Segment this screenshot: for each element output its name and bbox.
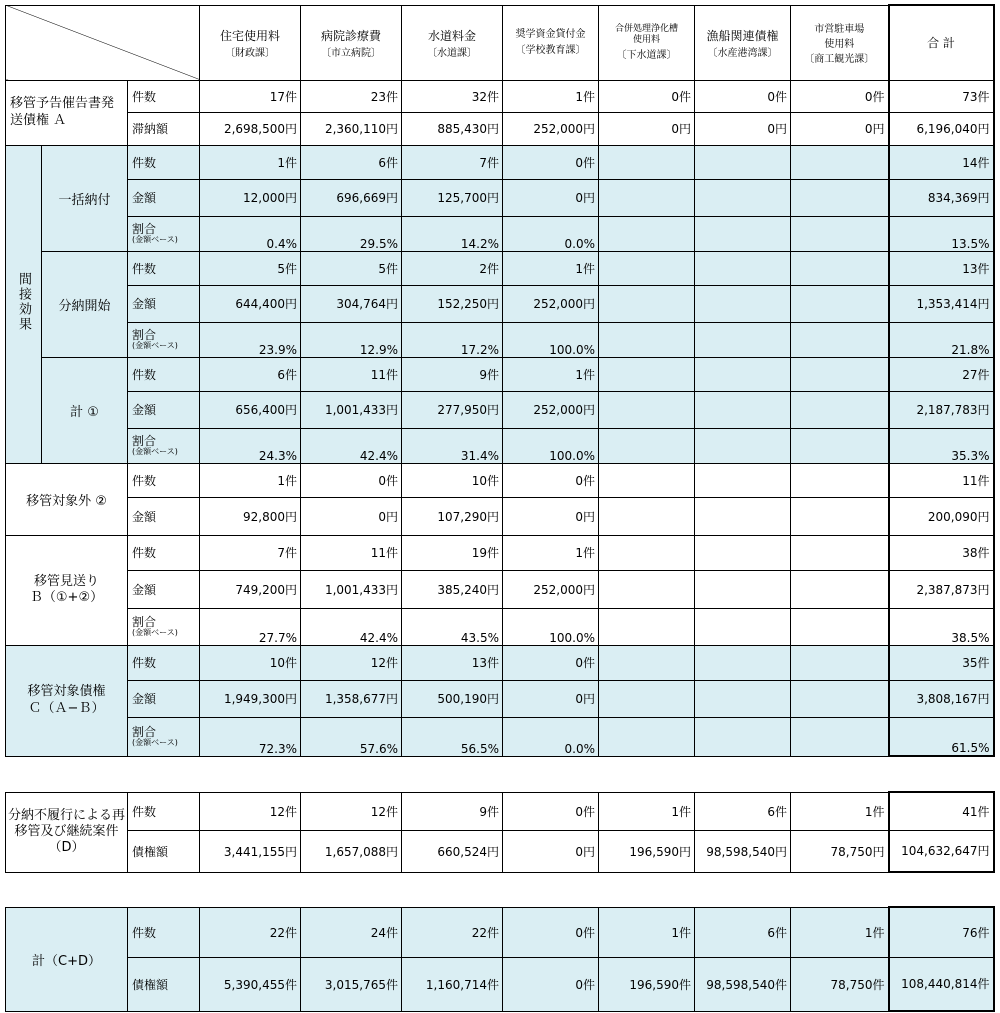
install-title: 分納開始 bbox=[42, 251, 128, 357]
cell-total: 35.3% bbox=[889, 428, 994, 463]
row-label: 債権額 bbox=[128, 830, 200, 872]
cell: 1件 bbox=[200, 463, 301, 497]
cell: 1,160,714件 bbox=[402, 957, 503, 1011]
cell: 12件 bbox=[301, 792, 402, 830]
cell: 385,240円 bbox=[402, 570, 503, 608]
cell-total: 73件 bbox=[889, 80, 994, 112]
total-cd-table bbox=[5, 906, 995, 1012]
cell: 277,950円 bbox=[402, 391, 503, 428]
cell: 0件 bbox=[503, 907, 599, 957]
cell: 9件 bbox=[402, 792, 503, 830]
excluded-title: 移管対象外 ② bbox=[6, 463, 128, 535]
row-label: 件数 bbox=[128, 251, 200, 285]
cell: 1件 bbox=[200, 145, 301, 179]
cell bbox=[791, 608, 889, 645]
cell: 252,000円 bbox=[503, 391, 599, 428]
cell-total: 41件 bbox=[889, 792, 994, 830]
row-label: 金額 bbox=[128, 285, 200, 322]
cell bbox=[695, 428, 791, 463]
cell: 7件 bbox=[200, 535, 301, 570]
cell bbox=[695, 608, 791, 645]
cell: 252,000円 bbox=[503, 285, 599, 322]
cell bbox=[695, 216, 791, 251]
row-label: 件数 bbox=[128, 463, 200, 497]
cell: 10件 bbox=[200, 645, 301, 680]
cell-total: 21.8% bbox=[889, 322, 994, 357]
cell: 5件 bbox=[200, 251, 301, 285]
header-fishing: 漁船関連債権 〔水産港湾課〕 bbox=[695, 5, 791, 80]
cell: 100.0% bbox=[503, 322, 599, 357]
cell bbox=[599, 216, 695, 251]
lump-amount-row bbox=[6, 179, 994, 216]
cell: 42.4% bbox=[301, 608, 402, 645]
cell: 7件 bbox=[402, 145, 503, 179]
row-label: 滞納額 bbox=[128, 112, 200, 145]
cell-total: 6,196,040円 bbox=[889, 112, 994, 145]
cell: 0.4% bbox=[200, 216, 301, 251]
cell: 0円 bbox=[599, 112, 695, 145]
cell-total: 108,440,814件 bbox=[889, 957, 994, 1011]
cell: 1件 bbox=[599, 792, 695, 830]
cell: 152,250円 bbox=[402, 285, 503, 322]
section-a-count-row bbox=[6, 80, 994, 112]
target-amount-row bbox=[6, 680, 994, 717]
cell bbox=[599, 717, 695, 756]
cell bbox=[695, 357, 791, 391]
cell: 23.9% bbox=[200, 322, 301, 357]
cell: 1,657,088円 bbox=[301, 830, 402, 872]
cell bbox=[695, 645, 791, 680]
section-a-title: 移管予告催告書発送債権 Ａ bbox=[6, 80, 128, 145]
cell: 24.3% bbox=[200, 428, 301, 463]
target-title: 移管対象債権 Ｃ（Ａ−Ｂ） bbox=[6, 645, 128, 756]
cell: 1,001,433円 bbox=[301, 570, 402, 608]
cell-total: 2,387,873円 bbox=[889, 570, 994, 608]
cell: 72.3% bbox=[200, 717, 301, 756]
header-housing: 住宅使用料 〔財政課〕 bbox=[200, 5, 301, 80]
cell: 1件 bbox=[791, 792, 889, 830]
row-label-ratio: 割合 (金額ベース) bbox=[128, 322, 200, 357]
cell: 100.0% bbox=[503, 428, 599, 463]
cell: 12.9% bbox=[301, 322, 402, 357]
lump-ratio-row bbox=[6, 216, 994, 251]
header-scholarship: 奨学資金貸付金 〔学校教育課〕 bbox=[503, 5, 599, 80]
cell: 196,590件 bbox=[599, 957, 695, 1011]
cell bbox=[791, 645, 889, 680]
cell bbox=[695, 285, 791, 322]
cell: 0件 bbox=[301, 463, 402, 497]
cell: 660,524円 bbox=[402, 830, 503, 872]
cell bbox=[695, 251, 791, 285]
cell bbox=[599, 680, 695, 717]
cell-total: 14件 bbox=[889, 145, 994, 179]
row-label: 件数 bbox=[128, 907, 200, 957]
cell: 1件 bbox=[791, 907, 889, 957]
cell bbox=[791, 428, 889, 463]
cell bbox=[599, 145, 695, 179]
cell: 252,000円 bbox=[503, 112, 599, 145]
row-label: 金額 bbox=[128, 391, 200, 428]
cell bbox=[791, 717, 889, 756]
cell: 0件 bbox=[503, 957, 599, 1011]
cell: 42.4% bbox=[301, 428, 402, 463]
total-title: 計（C+D） bbox=[6, 907, 128, 1011]
install-ratio-row bbox=[6, 322, 994, 357]
cell bbox=[695, 322, 791, 357]
cell bbox=[791, 285, 889, 322]
row-label: 件数 bbox=[128, 80, 200, 112]
cell: 12件 bbox=[200, 792, 301, 830]
cell: 98,598,540円 bbox=[695, 830, 791, 872]
cell: 0件 bbox=[599, 80, 695, 112]
cell: 0円 bbox=[503, 830, 599, 872]
cell: 696,669円 bbox=[301, 179, 402, 216]
cell-total: 13.5% bbox=[889, 216, 994, 251]
cell bbox=[791, 535, 889, 570]
sub1-title: 計 ① bbox=[42, 357, 128, 463]
cell: 1件 bbox=[503, 535, 599, 570]
cell-total: 104,632,647円 bbox=[889, 830, 994, 872]
sub1-ratio-row bbox=[6, 428, 994, 463]
cell bbox=[599, 251, 695, 285]
cell bbox=[599, 179, 695, 216]
cell bbox=[695, 179, 791, 216]
cell: 0件 bbox=[503, 463, 599, 497]
row-label: 債権額 bbox=[128, 957, 200, 1011]
install-count-row bbox=[6, 251, 994, 285]
cell bbox=[695, 535, 791, 570]
cell: 43.5% bbox=[402, 608, 503, 645]
cell: 656,400円 bbox=[200, 391, 301, 428]
cell: 11件 bbox=[301, 357, 402, 391]
cell bbox=[791, 179, 889, 216]
cell: 6件 bbox=[200, 357, 301, 391]
cell: 0件 bbox=[503, 792, 599, 830]
cell: 56.5% bbox=[402, 717, 503, 756]
install-amount-row bbox=[6, 285, 994, 322]
cell: 1,001,433円 bbox=[301, 391, 402, 428]
cell bbox=[695, 463, 791, 497]
cell-total: 13件 bbox=[889, 251, 994, 285]
cell-total: 11件 bbox=[889, 463, 994, 497]
cell bbox=[695, 680, 791, 717]
cell: 0円 bbox=[503, 179, 599, 216]
cell: 1件 bbox=[503, 357, 599, 391]
cell: 6件 bbox=[301, 145, 402, 179]
cell: 11件 bbox=[301, 535, 402, 570]
cell bbox=[791, 216, 889, 251]
cell-total: 27件 bbox=[889, 357, 994, 391]
cell: 196,590円 bbox=[599, 830, 695, 872]
cell: 9件 bbox=[402, 357, 503, 391]
row-label: 件数 bbox=[128, 145, 200, 179]
cell bbox=[695, 570, 791, 608]
cell: 24件 bbox=[301, 907, 402, 957]
cell bbox=[791, 322, 889, 357]
cell: 2件 bbox=[402, 251, 503, 285]
cell: 0.0% bbox=[503, 216, 599, 251]
cell bbox=[599, 535, 695, 570]
cell-total: 834,369円 bbox=[889, 179, 994, 216]
cell: 1件 bbox=[599, 907, 695, 957]
cell: 22件 bbox=[200, 907, 301, 957]
cell bbox=[791, 463, 889, 497]
cell: 78,750件 bbox=[791, 957, 889, 1011]
section-d-title: 分納不履行による再移管及び継続案件（D） bbox=[6, 792, 128, 872]
section-d-count-row bbox=[6, 792, 994, 830]
cell-total: 61.5% bbox=[889, 717, 994, 756]
row-label: 件数 bbox=[128, 357, 200, 391]
cell: 2,698,500円 bbox=[200, 112, 301, 145]
cell: 2,360,110円 bbox=[301, 112, 402, 145]
cell-total: 76件 bbox=[889, 907, 994, 957]
cell: 252,000円 bbox=[503, 570, 599, 608]
cell bbox=[791, 357, 889, 391]
target-ratio-row bbox=[6, 717, 994, 756]
cell: 17件 bbox=[200, 80, 301, 112]
cell-total: 38.5% bbox=[889, 608, 994, 645]
cell: 19件 bbox=[402, 535, 503, 570]
cell: 57.6% bbox=[301, 717, 402, 756]
cell: 3,441,155円 bbox=[200, 830, 301, 872]
cell bbox=[599, 322, 695, 357]
section-a-overdue-row bbox=[6, 112, 994, 145]
row-label: 件数 bbox=[128, 792, 200, 830]
sub1-amount-row bbox=[6, 391, 994, 428]
cell-total: 200,090円 bbox=[889, 497, 994, 535]
cell bbox=[599, 391, 695, 428]
cell: 0円 bbox=[503, 497, 599, 535]
row-label-ratio: 割合 (金額ベース) bbox=[128, 608, 200, 645]
cell: 14.2% bbox=[402, 216, 503, 251]
deferred-amount-row bbox=[6, 570, 994, 608]
header-total: 合 計 bbox=[889, 5, 994, 80]
cell-total: 3,808,167円 bbox=[889, 680, 994, 717]
cell: 0件 bbox=[791, 80, 889, 112]
cell: 12件 bbox=[301, 645, 402, 680]
row-label: 金額 bbox=[128, 570, 200, 608]
cell bbox=[599, 608, 695, 645]
corner-cell bbox=[6, 5, 200, 80]
row-label-ratio: 割合 (金額ベース) bbox=[128, 428, 200, 463]
cell: 23件 bbox=[301, 80, 402, 112]
row-label-ratio: 割合 (金額ベース) bbox=[128, 216, 200, 251]
deferred-ratio-row bbox=[6, 608, 994, 645]
header-parking: 市営駐車場 使用料 〔商工観光課〕 bbox=[791, 5, 889, 80]
cell: 0円 bbox=[791, 112, 889, 145]
section-d-claim-row bbox=[6, 830, 994, 872]
lump-count-row bbox=[6, 145, 994, 179]
cell: 0.0% bbox=[503, 717, 599, 756]
cell bbox=[791, 145, 889, 179]
cell: 13件 bbox=[402, 645, 503, 680]
cell: 3,015,765件 bbox=[301, 957, 402, 1011]
cell-total: 38件 bbox=[889, 535, 994, 570]
cell: 12,000円 bbox=[200, 179, 301, 216]
total-claim-row bbox=[6, 957, 994, 1011]
row-label: 金額 bbox=[128, 680, 200, 717]
main-table bbox=[5, 4, 995, 757]
cell bbox=[791, 680, 889, 717]
deferred-count-row bbox=[6, 535, 994, 570]
cell bbox=[599, 463, 695, 497]
header-water: 水道料金 〔水道課〕 bbox=[402, 5, 503, 80]
cell: 32件 bbox=[402, 80, 503, 112]
total-count-row bbox=[6, 907, 994, 957]
row-label: 金額 bbox=[128, 497, 200, 535]
cell: 1件 bbox=[503, 251, 599, 285]
cell bbox=[791, 570, 889, 608]
cell: 885,430円 bbox=[402, 112, 503, 145]
cell: 5件 bbox=[301, 251, 402, 285]
cell: 1,358,677円 bbox=[301, 680, 402, 717]
cell: 1件 bbox=[503, 80, 599, 112]
cell: 22件 bbox=[402, 907, 503, 957]
cell: 27.7% bbox=[200, 608, 301, 645]
cell: 10件 bbox=[402, 463, 503, 497]
cell: 0件 bbox=[503, 145, 599, 179]
header-row bbox=[6, 5, 994, 80]
cell bbox=[599, 497, 695, 535]
cell: 31.4% bbox=[402, 428, 503, 463]
cell: 304,764円 bbox=[301, 285, 402, 322]
cell: 749,200円 bbox=[200, 570, 301, 608]
excluded-amount-row bbox=[6, 497, 994, 535]
cell-total: 2,187,783円 bbox=[889, 391, 994, 428]
row-label: 金額 bbox=[128, 179, 200, 216]
cell: 17.2% bbox=[402, 322, 503, 357]
cell: 5,390,455件 bbox=[200, 957, 301, 1011]
row-label-ratio: 割合 (金額ベース) bbox=[128, 717, 200, 756]
cell bbox=[791, 251, 889, 285]
row-label: 件数 bbox=[128, 535, 200, 570]
cell: 107,290円 bbox=[402, 497, 503, 535]
cell: 92,800円 bbox=[200, 497, 301, 535]
cell: 0円 bbox=[301, 497, 402, 535]
cell: 500,190円 bbox=[402, 680, 503, 717]
cell: 0件 bbox=[503, 645, 599, 680]
cell: 125,700円 bbox=[402, 179, 503, 216]
cell-total: 1,353,414円 bbox=[889, 285, 994, 322]
cell: 644,400円 bbox=[200, 285, 301, 322]
lump-title: 一括納付 bbox=[42, 145, 128, 251]
cell bbox=[695, 497, 791, 535]
cell bbox=[695, 717, 791, 756]
cell: 0件 bbox=[695, 80, 791, 112]
cell-total: 35件 bbox=[889, 645, 994, 680]
cell: 0円 bbox=[695, 112, 791, 145]
cell bbox=[599, 285, 695, 322]
section-d-table bbox=[5, 791, 995, 873]
cell bbox=[791, 391, 889, 428]
cell: 6件 bbox=[695, 907, 791, 957]
cell: 0円 bbox=[503, 680, 599, 717]
cell bbox=[695, 145, 791, 179]
sub1-count-row bbox=[6, 357, 994, 391]
header-septic: 合併処理浄化槽 使用料 〔下水道課〕 bbox=[599, 5, 695, 80]
cell bbox=[599, 570, 695, 608]
cell: 29.5% bbox=[301, 216, 402, 251]
deferred-title: 移管見送り Ｂ（①+②） bbox=[6, 535, 128, 645]
cell bbox=[599, 645, 695, 680]
cell bbox=[599, 428, 695, 463]
cell: 1,949,300円 bbox=[200, 680, 301, 717]
cell: 78,750円 bbox=[791, 830, 889, 872]
header-hospital: 病院診療費 〔市立病院〕 bbox=[301, 5, 402, 80]
cell: 100.0% bbox=[503, 608, 599, 645]
indirect-title: 間接効果 bbox=[6, 145, 42, 463]
cell: 98,598,540件 bbox=[695, 957, 791, 1011]
cell: 6件 bbox=[695, 792, 791, 830]
target-count-row bbox=[6, 645, 994, 680]
cell bbox=[791, 497, 889, 535]
cell bbox=[695, 391, 791, 428]
excluded-count-row bbox=[6, 463, 994, 497]
row-label: 件数 bbox=[128, 645, 200, 680]
cell bbox=[599, 357, 695, 391]
